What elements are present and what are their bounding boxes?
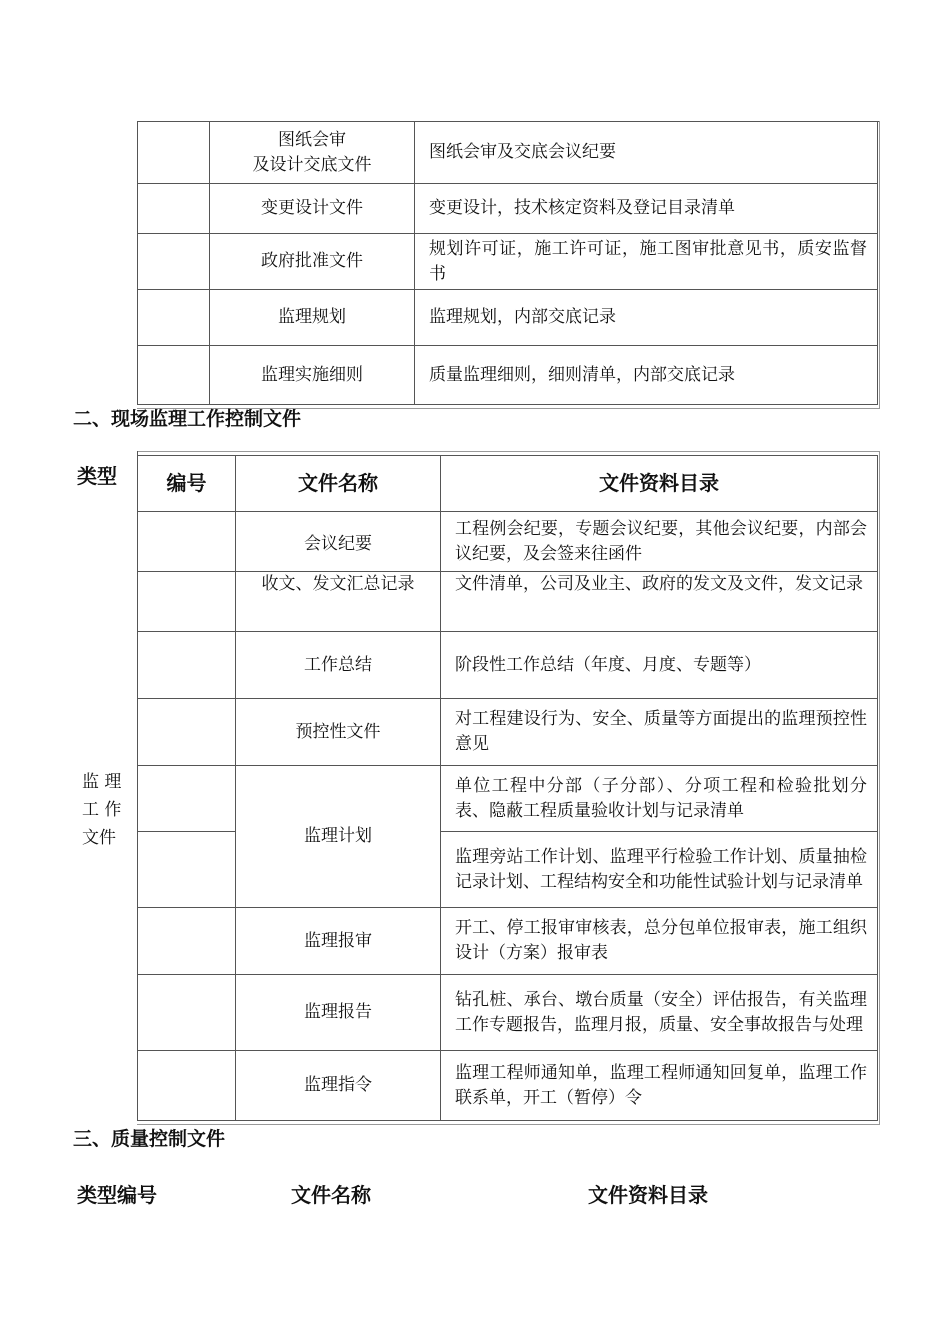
table2-contents-cell: 工程例会纪要，专题会议纪要，其他会议纪要，内部会议纪要，及会签来往函件: [455, 518, 867, 564]
table2-contents-cell: 文件清单，公司及业主、政府的发文及文件，发文记录: [455, 574, 863, 594]
table2-row-divider: [137, 831, 236, 832]
table2-contents-cell: 单位工程中分部（子分部）、分项工程和检验批划分表、隐蔽工程质量验收计划与记录清单: [455, 775, 867, 821]
table2-border: [137, 1120, 878, 1121]
table2-contents-cell: 监理旁站工作计划、监理平行检验工作计划、质量抽检记录计划、工程结构安全和功能性试验计划与记录清单: [455, 846, 867, 892]
table2-contents-cell: 钻孔桩、承台、墩台质量（安全）评估报告，有关监理工作专题报告，监理月报，质量、安全事故报告与处理: [455, 989, 867, 1035]
table2-contents-cell: 对工程建设行为、安全、质量等方面提出的监理预控性意见: [455, 709, 867, 754]
table2-contents-cell: 监理工程师通知单，监理工程师通知回复单，监理工作联系单，开工（暂停）令: [455, 1062, 867, 1108]
table1-name-cell: 监理实施细则: [261, 364, 363, 385]
table2-name-cell: 监理指令: [304, 1075, 372, 1095]
table1-name-cell: 变更设计文件: [261, 198, 363, 218]
table1-contents-cell: 规划许可证，施工许可证，施工图审批意见书，质安监督书: [429, 238, 867, 284]
table1-contents-cell: 监理规划，内部交底记录: [429, 307, 616, 327]
table1-contents-cell: 质量监理细则，细则清单，内部交底记录: [429, 364, 735, 385]
contents-header: 文件资料目录: [599, 471, 719, 495]
table1-border: [879, 121, 880, 409]
table2-border: [137, 451, 138, 1121]
table1-contents-cell: 图纸会审及交底会议纪要: [429, 142, 616, 162]
table2-name-cell: 监理报审: [304, 930, 372, 951]
contents-header-3: 文件资料目录: [588, 1183, 708, 1207]
table2-border: [877, 455, 878, 1121]
table2-border: [137, 1124, 879, 1125]
section-3-title: 三、质量控制文件: [73, 1128, 226, 1150]
table2-border: [879, 451, 880, 1125]
table2-name-cell: 预控性文件: [295, 721, 381, 742]
table2-name-cell: 收文、发文汇总记录: [261, 574, 415, 594]
section-2-title: 二、现场监理工作控制文件: [73, 408, 302, 430]
name-header: 文件名称: [298, 471, 378, 495]
number-header: 编号: [166, 471, 207, 495]
type-number-header: 类型编号: [77, 1183, 157, 1207]
table1-border: [877, 121, 878, 405]
table2-contents-cell: 阶段性工作总结（年度、月度、专题等）: [455, 654, 761, 675]
table1-border: [137, 121, 138, 405]
table1-name-cell: 图纸会审 及设计交底文件: [252, 129, 372, 175]
table1-contents-cell: 变更设计，技术核定资料及登记目录清单: [429, 198, 735, 218]
table2-name-cell: 工作总结: [304, 654, 372, 675]
table2-name-cell: 监理报告: [304, 1002, 372, 1022]
table2-border: [137, 451, 879, 452]
table2-contents-cell: 开工、停工报审审核表，总分包单位报审表，施工组织设计（方案）报审表: [455, 918, 867, 963]
table1-name-cell: 监理规划: [278, 307, 346, 327]
table1-name-cell: 政府批准文件: [261, 251, 363, 271]
name-header-3: 文件名称: [291, 1183, 371, 1207]
category-label: 监 理 工 作 文件: [82, 772, 122, 848]
table2-name-cell: 会议纪要: [304, 534, 372, 554]
type-header: 类型: [77, 464, 117, 488]
table2-name-cell: 监理计划: [304, 826, 372, 846]
